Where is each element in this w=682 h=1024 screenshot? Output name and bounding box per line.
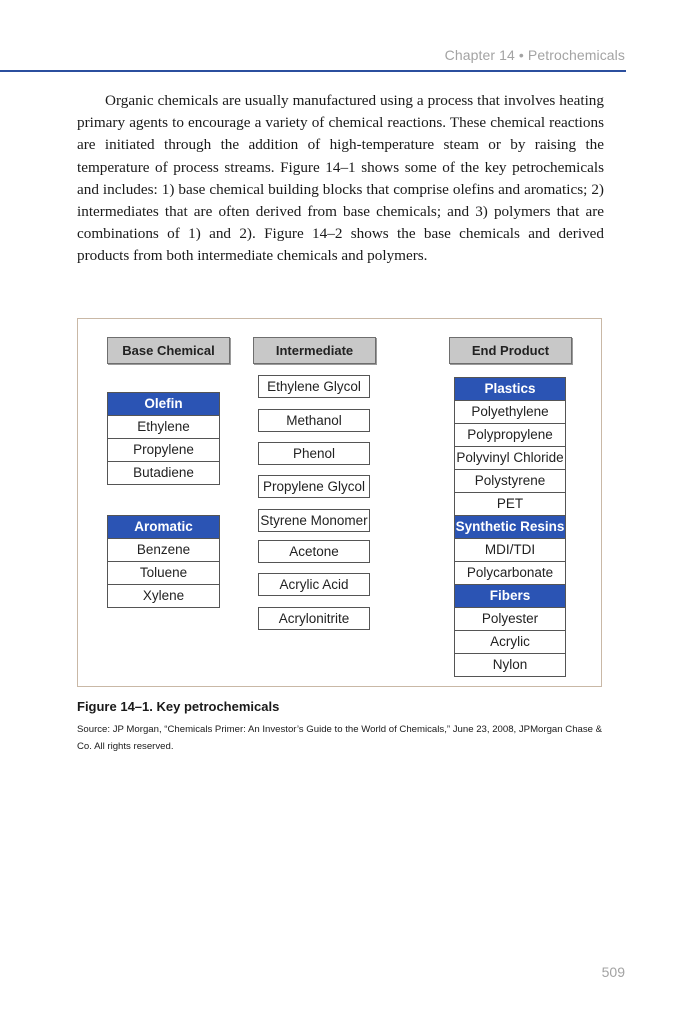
list-item: MDI/TDI [455,538,565,561]
olefin-group [107,392,220,485]
column-header-intermediate: Intermediate [253,337,376,364]
list-item: Propylene [108,438,219,461]
intermediate-item: Methanol [258,409,370,432]
page-number: 509 [601,964,625,980]
list-item: Acrylic [455,630,565,653]
list-item: Polystyrene [455,469,565,492]
intermediate-item: Acrylic Acid [258,573,370,596]
column-header-base-chemical: Base Chemical [107,337,230,364]
list-item: Polyvinyl Chloride [455,446,565,469]
aromatic-heading: Aromatic [108,516,219,538]
figure-source: Source: JP Morgan, “Chemicals Primer: An Investor’s Guide to the World of Chemicals,” June 23, 2008, JPMorgan Chase & Co. All rights reserved. [77,724,603,752]
olefin-heading: Olefin [108,393,219,415]
list-item: Ethylene [108,415,219,438]
synthetic-resins-heading: Synthetic Resins [455,515,565,538]
end-product-group [454,377,566,677]
list-item: Xylene [108,584,219,607]
intermediate-item: Propylene Glycol [258,475,370,498]
list-item: Polypropylene [455,423,565,446]
fibers-heading: Fibers [455,584,565,607]
figure-caption: Figure 14–1. Key petrochemicals [77,699,280,714]
intermediate-item: Acetone [258,540,370,563]
running-header: Chapter 14 • Petrochemicals [444,47,625,63]
body-paragraph: Organic chemicals are usually manufactured using a process that involves heating primary agents to encourage a variety of chemical reactions. These chemical reactions are initiated through the addition of high-temperature steam or by raising the temperature of process streams. Figure 14–1 shows some of the key petrochemicals and includes: 1) base chemical building blocks that comprise olefins and aromatics; 2) intermediates that are often derived from base chemicals; and 3) polymers that are combinations of 1) and 2). Figure 14–2 shows the base chemicals and derived products from both intermediate chemicals and polymers. [77,92,604,265]
intermediate-item: Styrene Monomer [258,509,370,532]
list-item: Polycarbonate [455,561,565,584]
list-item: Nylon [455,653,565,676]
list-item: Polyethylene [455,400,565,423]
intermediate-item: Acrylonitrite [258,607,370,630]
list-item: Butadiene [108,461,219,484]
list-item: Benzene [108,538,219,561]
intermediate-item: Phenol [258,442,370,465]
aromatic-group [107,515,220,608]
intermediate-item: Ethylene Glycol [258,375,370,398]
list-item: PET [455,492,565,515]
column-header-end-product: End Product [449,337,572,364]
list-item: Polyester [455,607,565,630]
plastics-heading: Plastics [455,378,565,400]
list-item: Toluene [108,561,219,584]
header-rule [0,70,626,72]
